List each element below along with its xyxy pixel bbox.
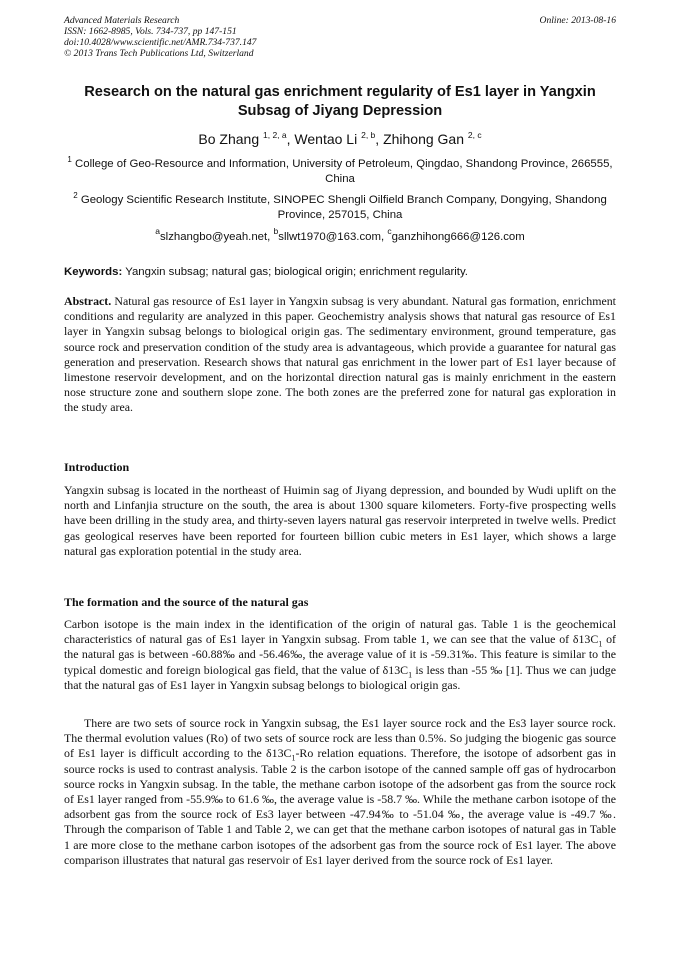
doi-line: doi:10.4028/www.scientific.net/AMR.734-737.147 [64,37,257,48]
email-list [64,226,616,244]
journal-name: Advanced Materials Research [64,15,180,26]
subscript: 1 [408,669,413,679]
keywords-label: Keywords: [64,266,123,278]
affiliation-text: College of Geo-Resource and Information, University of Petroleum, Qingdao, Shandong Province, 266555, China [75,158,613,185]
journal-meta [64,15,256,59]
issn-line: ISSN: 1662-8985, Vols. 734-737, pp 147-151 [64,26,237,37]
author-list [64,130,616,148]
affiliation-number: 1 [67,155,72,164]
body-text: There are two sets of source rock in Yangxin subsag, the Es1 layer source rock and the Es3 layer source rock. The thermal evolution values (Ro) of two sets of source rock are less than 0.5%. So judging the biogenic gas source of Es1 layer is difficult according to the δ13C [64,716,616,761]
keywords-line [64,265,616,279]
author-separator: , [286,131,295,147]
email-marker: b [273,226,279,236]
author-separator: , [375,131,384,147]
abstract-text: Natural gas resource of Es1 layer in Yangxin subsag is very abundant. Natural gas formation, enrichment conditions and regularity are analyzed in this paper. Geochemistry analysis shows that natural gas resource of Es1 layer in Yangxin subsag belongs to biological origin gas. The sedimentary environment, ground temperature, gas source rock and preservation condition of the study area is advantageous, which provide a guarantee for natural gas generation and preservation. Research shows that natural gas enrichment in the lower part of Es1 layer because of limestone reservoir development, and on the horizontal direction natural gas is mainly enrichment in the eastern nose structure zone and southern slope zone. The both zones are the preferred zone for natural gas exploration in the study area. [64,294,616,415]
body-text: of the natural gas is between -60.88‰ and -56.46‰, the average value of it is -59.31‰. This feature is similar to the typical domestic and foreign biological gas field, that the value of δ13C [64,632,616,677]
email-address[interactable]: slzhangbo@yeah.net [159,231,268,243]
keywords-text: Yangxin subsag; natural gas; biological origin; enrichment regularity. [125,266,468,278]
affiliation-text: Geology Scientific Research Institute, SINOPEC Shengli Oilfield Branch Company, Dongying, Shandong Province, 257015, China [80,194,607,221]
subscript: 1 [291,753,296,763]
section-heading-introduction: Introduction [64,460,130,474]
email-address[interactable]: ganzhihong666@126.com [391,231,525,243]
author-name: Wentao Li [294,131,358,147]
abstract-label: Abstract. [64,294,112,308]
email-separator: , [381,231,388,243]
introduction-paragraph: Yangxin subsag is located in the northeast of Huimin sag of Jiyang depression, and bounded by Wudi uplift on the north and Linfanjia structure on the south, the area is about 1300 square kilometers. Forty-five prospecting wells have been drilling in the study area, and thirty-seven layers natural gas reservoir interpreted in twelve wells. Predict gas geological reserves have been reported for fourteen billion cubic meters in Es1 layer, which shows a large natural gas exploration potential in the study area. [64,483,616,558]
online-date: Online: 2013-08-16 [539,15,616,26]
author-name: Bo Zhang [198,131,260,147]
email-address[interactable]: sllwt1970@163.com [278,231,381,243]
formation-paragraph-1 [64,617,616,693]
subscript: 1 [598,639,603,649]
email-separator: , [267,231,274,243]
email-marker: a [155,226,160,236]
body-text: -Ro relation equations. Therefore, the isotope of adsorbent gas in source rocks is used to contrast analysis. Table 2 is the carbon isotope of the canned sample off gas of hydrocarbon source rocks in Yangxin subsag. In the table, the methane carbon isotope of the adsorbent gas from the source rock of Es1 layer ranged from -55.9‰ to 61.6 ‰, the average value is -58.7 ‰. While the methane carbon isotope of the adsorbent gas from the source rock of Es3 layer between -47.94‰ to -51.04 ‰, the average value is -49.7 ‰. Through the comparison of Table 1 and Table 2, we can get that the methane carbon isotopes of natural gas in Table 1 are more close to the methane carbon isotopes of the adsorbent gas from the source rock of Es1 layer. The above comparison illustrates that natural gas reservoir of Es1 layer derived from the source rock of Es1 layer. [64,746,616,867]
affiliation-1 [64,157,616,187]
paper-title: Research on the natural gas enrichment regularity of Es1 layer in Yangxin Subsag of Jiyang Depression [84,84,596,119]
affiliation-2 [64,193,616,223]
formation-paragraph-2 [64,716,616,868]
email-marker: c [387,226,392,236]
author-affiliation-marker: 2, c [467,130,482,140]
affiliation-number: 2 [73,191,78,200]
author-name: Zhihong Gan [383,131,465,147]
section-heading-formation: The formation and the source of the natural gas [64,595,309,609]
copyright-line: © 2013 Trans Tech Publications Ltd, Switzerland [64,48,254,59]
author-affiliation-marker: 2, b [361,130,376,140]
abstract-paragraph [64,294,616,416]
body-text: is less than -55 ‰ [1]. Thus we can judge that the natural gas of Es1 layer in Yangxin subsag belongs to biological origin gas. [64,662,616,692]
author-affiliation-marker: 1, 2, a [263,130,287,140]
body-text: Carbon isotope is the main index in the identification of the origin of natural gas. Table 1 is the geochemical characteristics of natural gas of Es1 layer in Yangxin subsag. From table 1, we can see that the value of δ13C [64,617,616,647]
